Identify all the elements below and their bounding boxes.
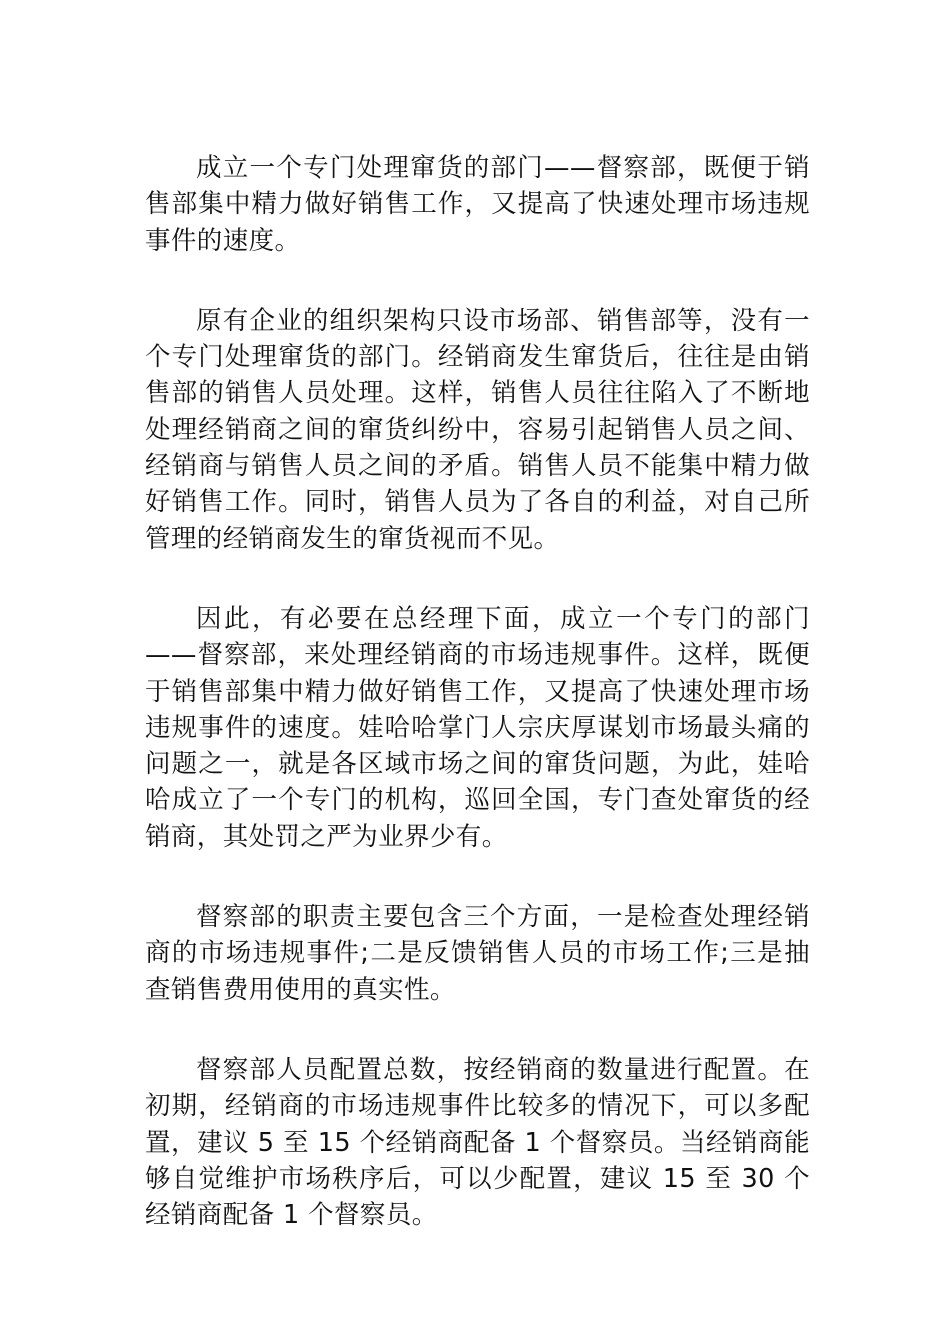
paragraph-3: 因此，有必要在总经理下面，成立一个专门的部门——督察部，来处理经销商的市场违规事件。这样，既便于销售部集中精力做好销售工作，又提高了快速处理市场违规事件的速度。娃哈哈掌门人宗庆厚谋划市场最头痛的问题之一，就是各区域市场之间的窜货问题，为此，娃哈哈成立了一个专门的机构，巡回全国，专门查处窜货的经销商，其处罚之严为业界少有。 — [145, 603, 810, 852]
paragraph-2: 原有企业的组织架构只设市场部、销售部等，没有一个专门处理窜货的部门。经销商发生窜货后，往往是由销售部的销售人员处理。这样，销售人员往往陷入了不断地处理经销商之间的窜货纠纷中，容易引起销售人员之间、经销商与销售人员之间的矛盾。销售人员不能集中精力做好销售工作。同时，销售人员为了各自的利益，对自己所管理的经销商发生的窜货视而不见。 — [145, 305, 810, 554]
paragraph-4: 督察部的职责主要包含三个方面，一是检查处理经销商的市场违规事件;二是反馈销售人员的市场工作;三是抽查销售费用使用的真实性。 — [145, 902, 810, 1005]
paragraph-1: 成立一个专门处理窜货的部门——督察部，既便于销售部集中精力做好销售工作，又提高了快速处理市场违规事件的速度。 — [145, 153, 810, 256]
paragraph-5: 督察部人员配置总数，按经销商的数量进行配置。在初期，经销商的市场违规事件比较多的情况下，可以多配置，建议 5 至 15 个经销商配备 1 个督察员。当经销商能够自觉维护市场秩序后，可以少配置，建议 15 至 30 个经销商配备 1 个督察员。 — [145, 1054, 810, 1231]
document-body — [145, 150, 810, 1277]
